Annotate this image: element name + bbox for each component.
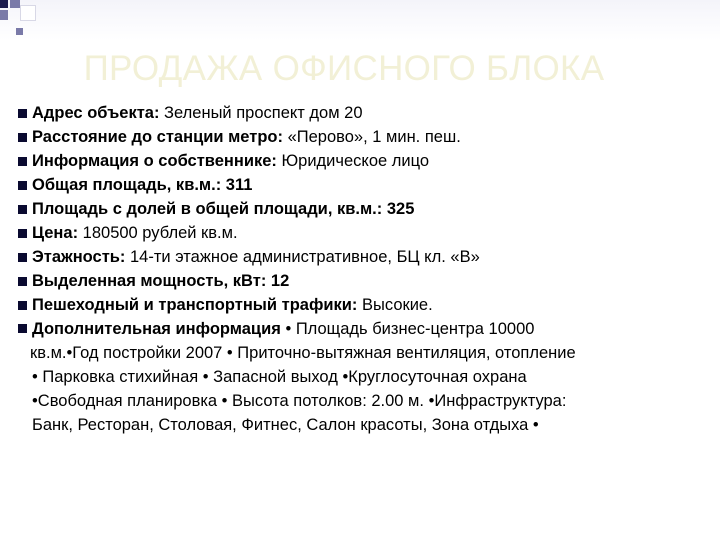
list-item: Выделенная мощность, кВт: 12 [18,269,718,293]
list-item: Общая площадь, кв.м.: 311 [18,173,718,197]
list-item: Адрес объекта: Зеленый проспект дом 20 [18,101,718,125]
property-details-list [18,101,718,437]
list-item: Пешеходный и транспортный трафики: Высокие. [18,293,718,317]
bullet-icon [18,301,27,310]
list-item: Площадь с долей в общей площади, кв.м.: 325 [18,197,718,221]
slide-title: ПРОДАЖА ОФИСНОГО БЛОКА [83,49,605,88]
bullet-icon [18,229,27,238]
header-band [0,0,720,40]
list-item: Этажность: 14-ти этажное административное, БЦ кл. «В» [18,245,718,269]
bullet-icon [18,324,27,333]
bullet-icon [18,157,27,166]
additional-info-line: •Свободная планировка • Высота потолков: 2.00 м. •Инфраструктура: [32,392,567,410]
additional-info-item [18,317,718,437]
bullet-icon [18,253,27,262]
list-item: Цена: 180500 рублей кв.м. [18,221,718,245]
additional-info-line: • Парковка стихийная • Запасной выход •Круглосуточная охрана [32,368,527,386]
list-item: Расстояние до станции метро: «Перово», 1 мин. пеш. [18,125,718,149]
additional-info-line: Банк, Ресторан, Столовая, Фитнес, Салон красоты, Зона отдыха • [32,416,539,434]
bullet-icon [18,109,27,118]
list-item: Информация о собственнике: Юридическое лицо [18,149,718,173]
bullet-icon [18,133,27,142]
bullet-icon [18,277,27,286]
bullet-icon [18,181,27,190]
bullet-icon [18,205,27,214]
additional-info-line: кв.м.•Год постройки 2007 • Приточно-вытяжная вентиляция, отопление [30,344,576,362]
additional-info-line: Дополнительная информация • Площадь бизнес-центра 10000 [32,320,535,338]
